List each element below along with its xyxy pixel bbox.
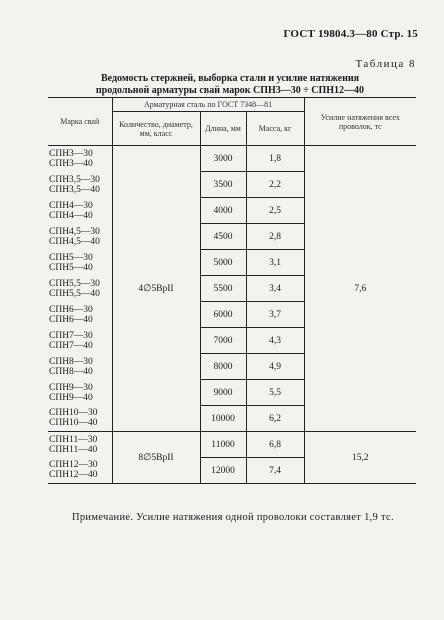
rebar-table <box>48 97 416 484</box>
mass-cell: 2,5 <box>246 198 304 224</box>
mark-cell: СПН7—30 <box>49 330 93 341</box>
mass-cell: 2,8 <box>246 224 304 250</box>
mass-cell: 7,4 <box>246 458 304 484</box>
caption-line-1: Ведомость стержней, выборка стали и усилие натяжения <box>100 73 360 84</box>
mass-cell: 6,8 <box>246 432 304 458</box>
mark-cell: СПН10—40 <box>49 418 98 429</box>
length-cell: 6000 <box>200 302 246 328</box>
mass-cell: 3,4 <box>246 276 304 302</box>
mark-cell: СПН5,5—40 <box>49 288 100 299</box>
table-number: Таблица 8 <box>355 58 416 70</box>
length-cell: 3000 <box>200 146 246 172</box>
length-cell: 10000 <box>200 406 246 432</box>
length-cell: 3500 <box>200 172 246 198</box>
quantity-cell: 8∅5ВрII <box>112 432 200 484</box>
mass-cell: 4,3 <box>246 328 304 354</box>
length-cell: 4500 <box>200 224 246 250</box>
length-cell: 9000 <box>200 380 246 406</box>
mass-cell: 3,7 <box>246 302 304 328</box>
column-header-mass: Масса, кг <box>246 112 304 146</box>
mark-cell: СПН4,5—40 <box>49 236 100 247</box>
mark-cell: СПН4—40 <box>49 210 93 221</box>
column-header-tension: Усилие натяжения всех проволок, тс <box>304 98 416 146</box>
mark-cell: СПН5—30 <box>49 252 93 263</box>
tension-cell: 7,6 <box>304 146 416 432</box>
mass-cell: 5,5 <box>246 380 304 406</box>
length-cell: 12000 <box>200 458 246 484</box>
mass-cell: 6,2 <box>246 406 304 432</box>
quantity-cell: 4∅5ВрII <box>112 146 200 432</box>
column-header-mark: Марка свай <box>48 98 112 146</box>
mark-cell: СПН8—30 <box>49 356 93 367</box>
column-header-group: Арматурная сталь по ГОСТ 7348—81 <box>112 98 304 112</box>
mark-cell: СПН5—40 <box>49 262 93 273</box>
mark-cell: СПН9—40 <box>49 392 93 403</box>
mark-cell: СПН3,5—30 <box>49 174 100 185</box>
mark-cell: СПН11—30 <box>49 434 98 445</box>
mark-cell: СПН3—40 <box>49 158 93 169</box>
length-cell: 8000 <box>200 354 246 380</box>
length-cell: 11000 <box>200 432 246 458</box>
column-header-length: Длина, мм <box>200 112 246 146</box>
mass-cell: 2,2 <box>246 172 304 198</box>
mark-cell: СПН9—30 <box>49 382 93 393</box>
mark-cell: СПН12—40 <box>49 470 98 481</box>
mark-cell: СПН3,5—40 <box>49 184 100 195</box>
length-cell: 5500 <box>200 276 246 302</box>
caption-line-2: продольной арматуры свай марок СПН3—30 ÷ СПН12—40 <box>95 85 365 96</box>
mark-cell: СПН11—40 <box>49 444 98 455</box>
mark-cell: СПН7—40 <box>49 340 93 351</box>
table-row <box>48 432 416 458</box>
length-cell: 4000 <box>200 198 246 224</box>
length-cell: 5000 <box>200 250 246 276</box>
mark-cell: СПН8—40 <box>49 366 93 377</box>
mark-cell: СПН5,5—30 <box>49 278 100 289</box>
mass-cell: 3,1 <box>246 250 304 276</box>
mass-cell: 4,9 <box>246 354 304 380</box>
length-cell: 7000 <box>200 328 246 354</box>
mass-cell: 1,8 <box>246 146 304 172</box>
table-caption <box>50 73 410 97</box>
page-header: ГОСТ 19804.3—80 Стр. 15 <box>283 28 418 40</box>
mark-cell: СПН6—40 <box>49 314 93 325</box>
mark-cell: СПН4,5—30 <box>49 226 100 237</box>
mark-cell: СПН6—30 <box>49 304 93 315</box>
table-note: Примечание. Усилие натяжения одной проволоки составляет 1,9 тс. <box>72 512 394 523</box>
mark-cell: СПН3—30 <box>49 148 93 159</box>
column-header-quantity: Количество, диаметр, мм, класс <box>112 112 200 146</box>
mark-cell: СПН12—30 <box>49 460 98 471</box>
table-row <box>48 146 416 172</box>
tension-cell: 15,2 <box>304 432 416 484</box>
mark-cell: СПН4—30 <box>49 200 93 211</box>
mark-cell: СПН10—30 <box>49 408 98 419</box>
